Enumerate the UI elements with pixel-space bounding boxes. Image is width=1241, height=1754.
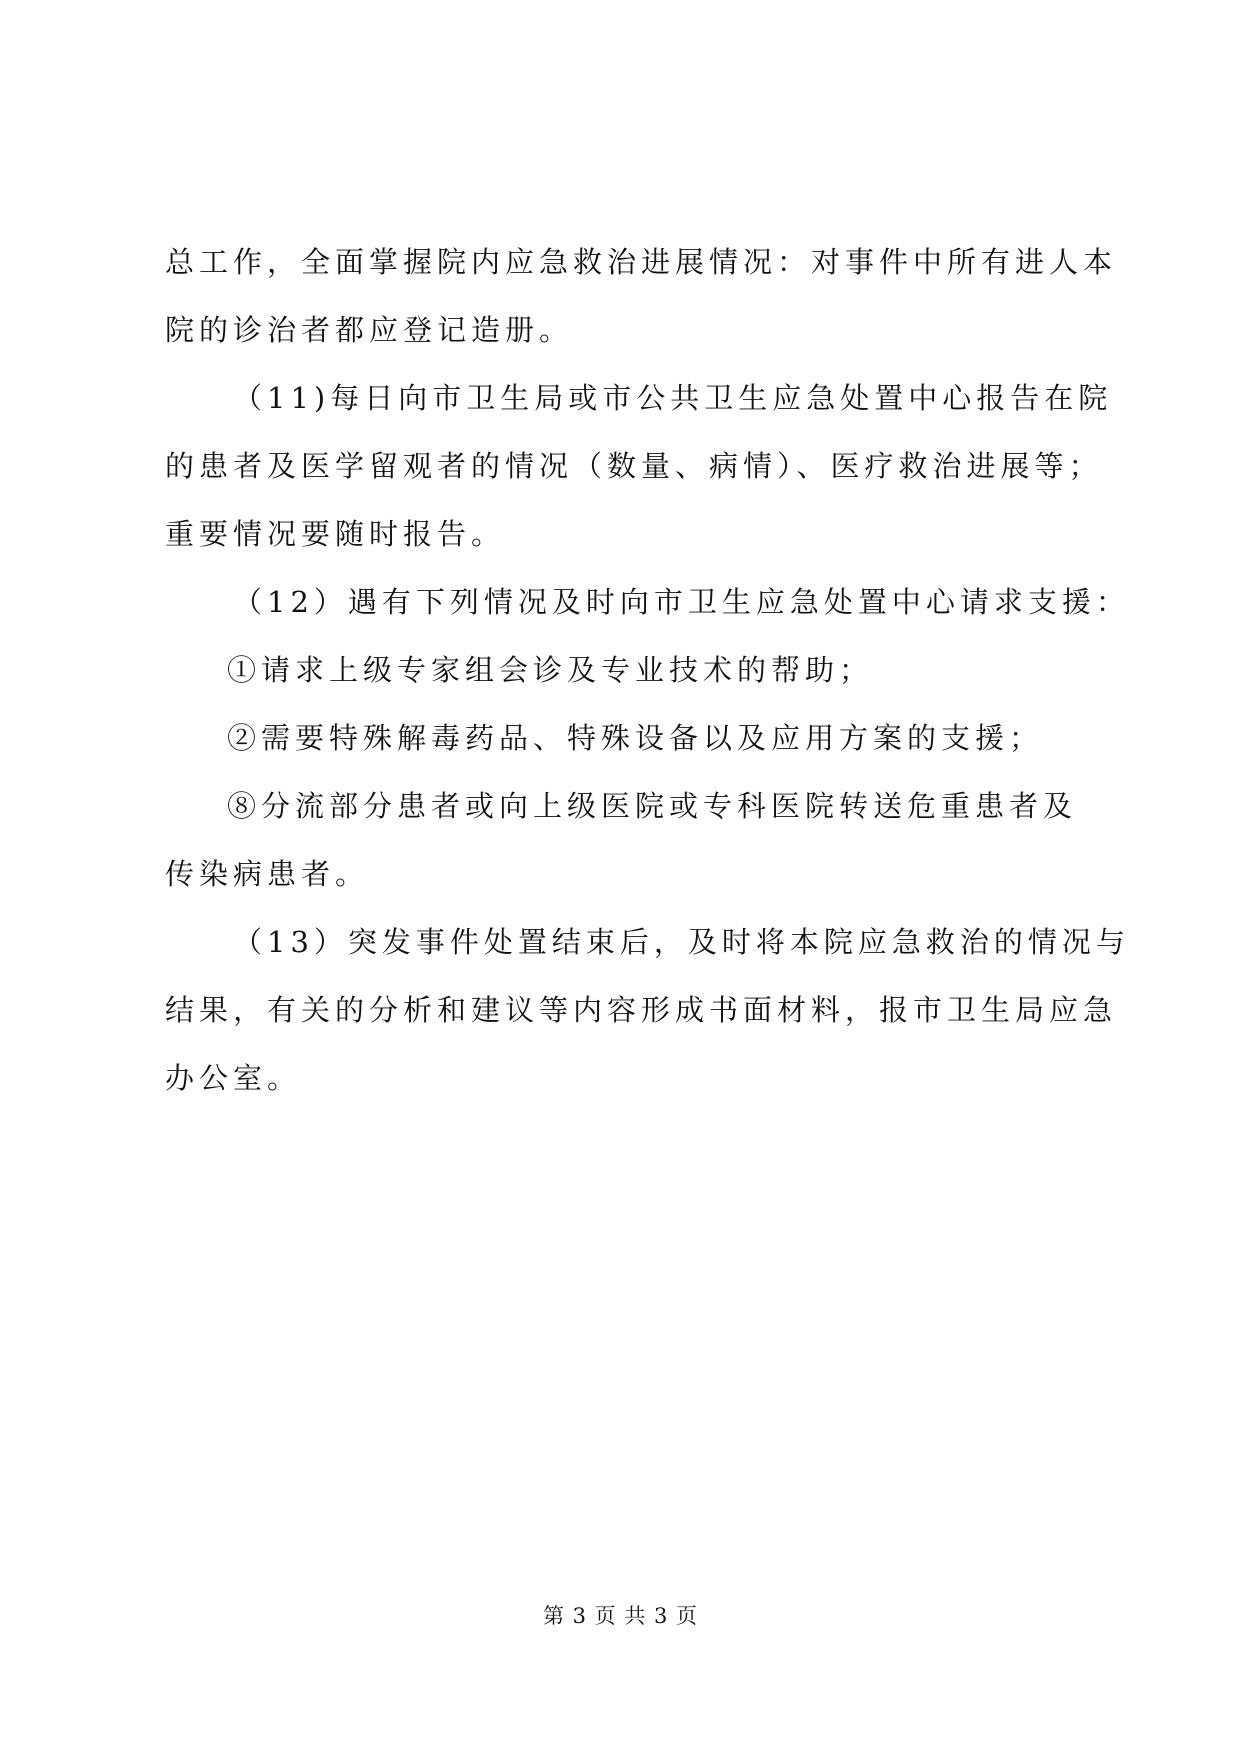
paragraph-line: 总工作，全面掌握院内应急救治进展情况：对事件中所有进人本 [165, 245, 1118, 279]
page-number-footer: 第 3 页 共 3 页 [542, 1604, 699, 1628]
paragraph-line: 结果，有关的分析和建议等内容形成书面材料，报市卫生局应急 [165, 993, 1118, 1027]
list-item: ⑧分流部分患者或向上级医院或专科医院转送危重患者及 [227, 789, 1078, 823]
paragraph-line: 办公室。 [165, 1061, 302, 1095]
paragraph-line: 传染病患者。 [165, 857, 370, 891]
paragraph-line: （13）突发事件处置结束后，及时将本院应急救治的情况与 [233, 925, 1130, 959]
list-item: ②需要特殊解毒药品、特殊设备以及应用方案的支援； [227, 721, 1044, 755]
paragraph-line: 的患者及医学留观者的情况（数量、病情）、医疗救治进展等； [165, 449, 1103, 483]
document-body [165, 228, 1130, 1112]
list-item: ①请求上级专家组会诊及专业技术的帮助； [227, 653, 874, 687]
paragraph-line: （11)每日向市卫生局或市公共卫生应急处置中心报告在院 [233, 381, 1113, 415]
paragraph-line: 重要情况要随时报告。 [165, 517, 506, 551]
paragraph-line: （12）遇有下列情况及时向市卫生应急处置中心请求支援： [233, 585, 1130, 619]
paragraph-line: 院的诊治者都应登记造册。 [165, 313, 574, 347]
